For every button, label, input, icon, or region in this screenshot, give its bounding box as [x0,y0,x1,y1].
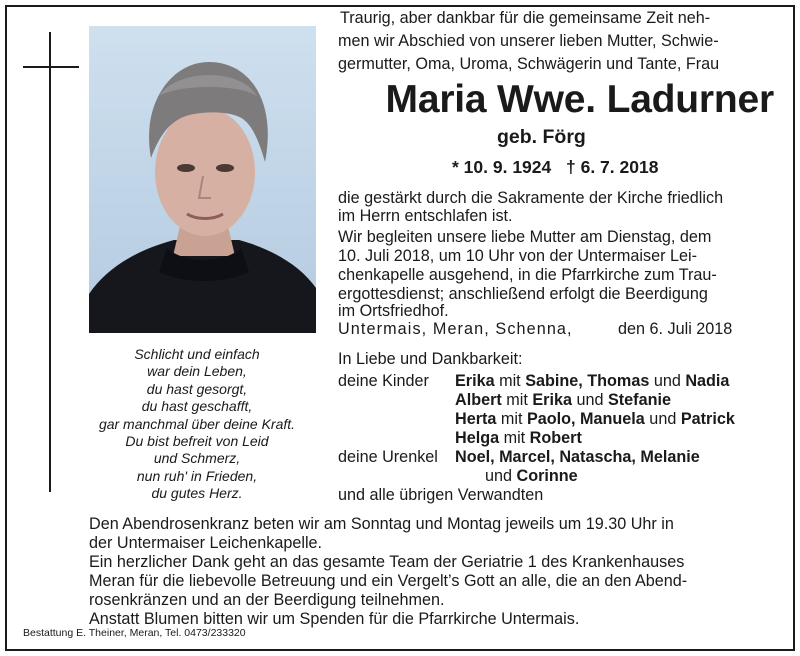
poem-line: Schlicht und einfach [134,346,260,362]
body-line: im Ortsfriedhof. [338,302,449,320]
body-line: Wir begleiten unsere liebe Mutter am Dienstag, dem [338,228,712,246]
poem [86,346,308,503]
death-date: † 6. 7. 2018 [566,157,659,177]
children-label: deine Kinder [338,372,429,390]
closing-line: Den Abendrosenkranz beten wir am Sonntag und Montag jeweils um 19.30 Uhr in [89,515,674,533]
closing-line: Meran für die liebevolle Betreuung und ein Vergelt’s Gott an alle, die an den Abend- [89,572,688,590]
deceased-name: Maria Wwe. Ladurner [385,78,774,121]
closing-line: Anstatt Blumen bitten wir um Spenden für die Pfarrkirche Untermais. [89,610,580,628]
funeral-home-footer: Bestattung E. Theiner, Meran, Tel. 0473/233320 [23,627,246,639]
poem-line: Du bist befreit von Leid [125,433,269,450]
poem-line: war dein Leben, [147,363,247,380]
child-entry: Helga mit Robert [455,429,582,447]
body-line: im Herrn entschlafen ist. [338,207,513,225]
child-entry: Herta mit Paolo, Manuela und Patrick [455,410,735,428]
child-entry: Albert mit Erika und Stefanie [455,391,671,409]
poem-line: nun ruh' in Frieden, [136,467,258,484]
maiden-name: geb. Förg [497,126,586,148]
intro-line: Traurig, aber dankbar für die gemeinsame Zeit neh- [340,9,711,27]
cross-icon-bar [23,66,79,68]
notice-date: den 6. Juli 2018 [618,320,733,338]
great-grandchildren-label: deine Urenkel [338,448,438,466]
body-line: die gestärkt durch die Sakramente der Kirche friedlich [338,189,724,207]
body-line: ergottesdienst; anschließend erfolgt die Beerdigung [338,285,708,303]
portrait-photo [89,26,316,333]
intro-line: germutter, Oma, Uroma, Schwägerin und Tante, Frau [338,55,720,73]
body-line: chenkapelle ausgehend, in die Pfarrkirche zum Trau- [338,266,717,284]
family-intro: In Liebe und Dankbarkeit: [338,350,523,368]
place-list: Untermais, Meran, Schenna, [338,320,573,338]
other-relatives: und alle übrigen Verwandten [338,486,544,504]
great-grandchildren: Noel, Marcel, Natascha, Melanie [455,448,700,466]
closing-line: der Untermaiser Leichenkapelle. [89,534,323,552]
birth-date: * 10. 9. 1924 [452,157,552,177]
poem-line: gar manchmal über deine Kraft. [98,415,296,432]
intro-line: men wir Abschied von unserer lieben Mutter, Schwie- [338,32,719,50]
poem-line: du gutes Herz. [151,485,243,502]
great-grandchildren-cont: und Corinne [485,467,578,485]
body-line: 10. Juli 2018, um 10 Uhr von der Untermaiser Lei- [338,247,697,265]
poem-line: du hast gesorgt, [146,380,248,397]
cross-icon [49,32,51,492]
closing-line: Ein herzlicher Dank geht an das gesamte Team der Geriatrie 1 des Krankenhauses [89,553,685,571]
child-entry: Erika mit Sabine, Thomas und Nadia [455,372,730,390]
poem-line: du hast geschafft, [141,398,253,415]
poem-line: und Schmerz, [153,450,241,467]
closing-line: rosenkränzen und an der Beerdigung teilnehmen. [89,591,445,609]
